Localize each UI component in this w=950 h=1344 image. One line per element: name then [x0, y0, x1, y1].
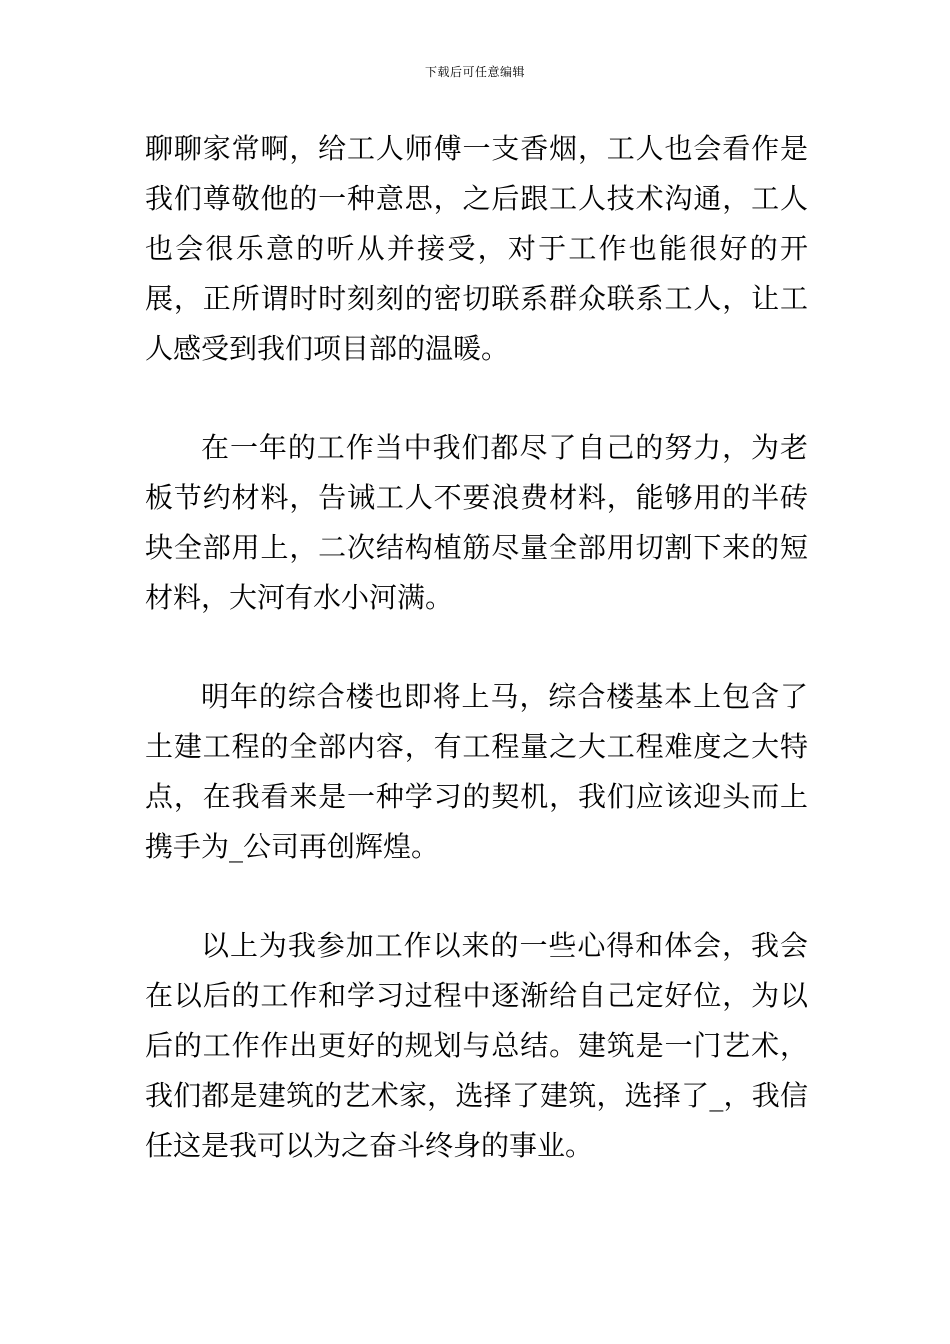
- paragraph-2: 在一年的工作当中我们都尽了自己的努力，为老板节约材料，告诫工人不要浪费材料，能够用的半砖块全部用上，二次结构植筋尽量全部用切割下来的短材料，大河有水小河满。: [145, 431, 808, 614]
- paragraph-1: 聊聊家常啊，给工人师傅一支香烟，工人也会看作是我们尊敬他的一种意思，之后跟工人技术沟通，工人也会很乐意的听从并接受，对于工作也能很好的开展，正所谓时时刻刻的密切联系群众联系工人，让工人感受到我们项目部的温暖。: [145, 132, 808, 365]
- document-body: [145, 124, 808, 1220]
- paragraph-4: 以上为我参加工作以来的一些心得和体会，我会在以后的工作和学习过程中逐渐给自己定好位，为以后的工作作出更好的规划与总结。建筑是一门艺术，我们都是建筑的艺术家，选择了建筑，选择了_，我信任这是我可以为之奋斗终身的事业。: [145, 929, 808, 1162]
- page-header-note: 下载后可任意编辑: [424, 65, 525, 79]
- paragraph-3: 明年的综合楼也即将上马，综合楼基本上包含了土建工程的全部内容，有工程量之大工程难度之大特点，在我看来是一种学习的契机，我们应该迎头而上携手为_公司再创辉煌。: [145, 680, 808, 863]
